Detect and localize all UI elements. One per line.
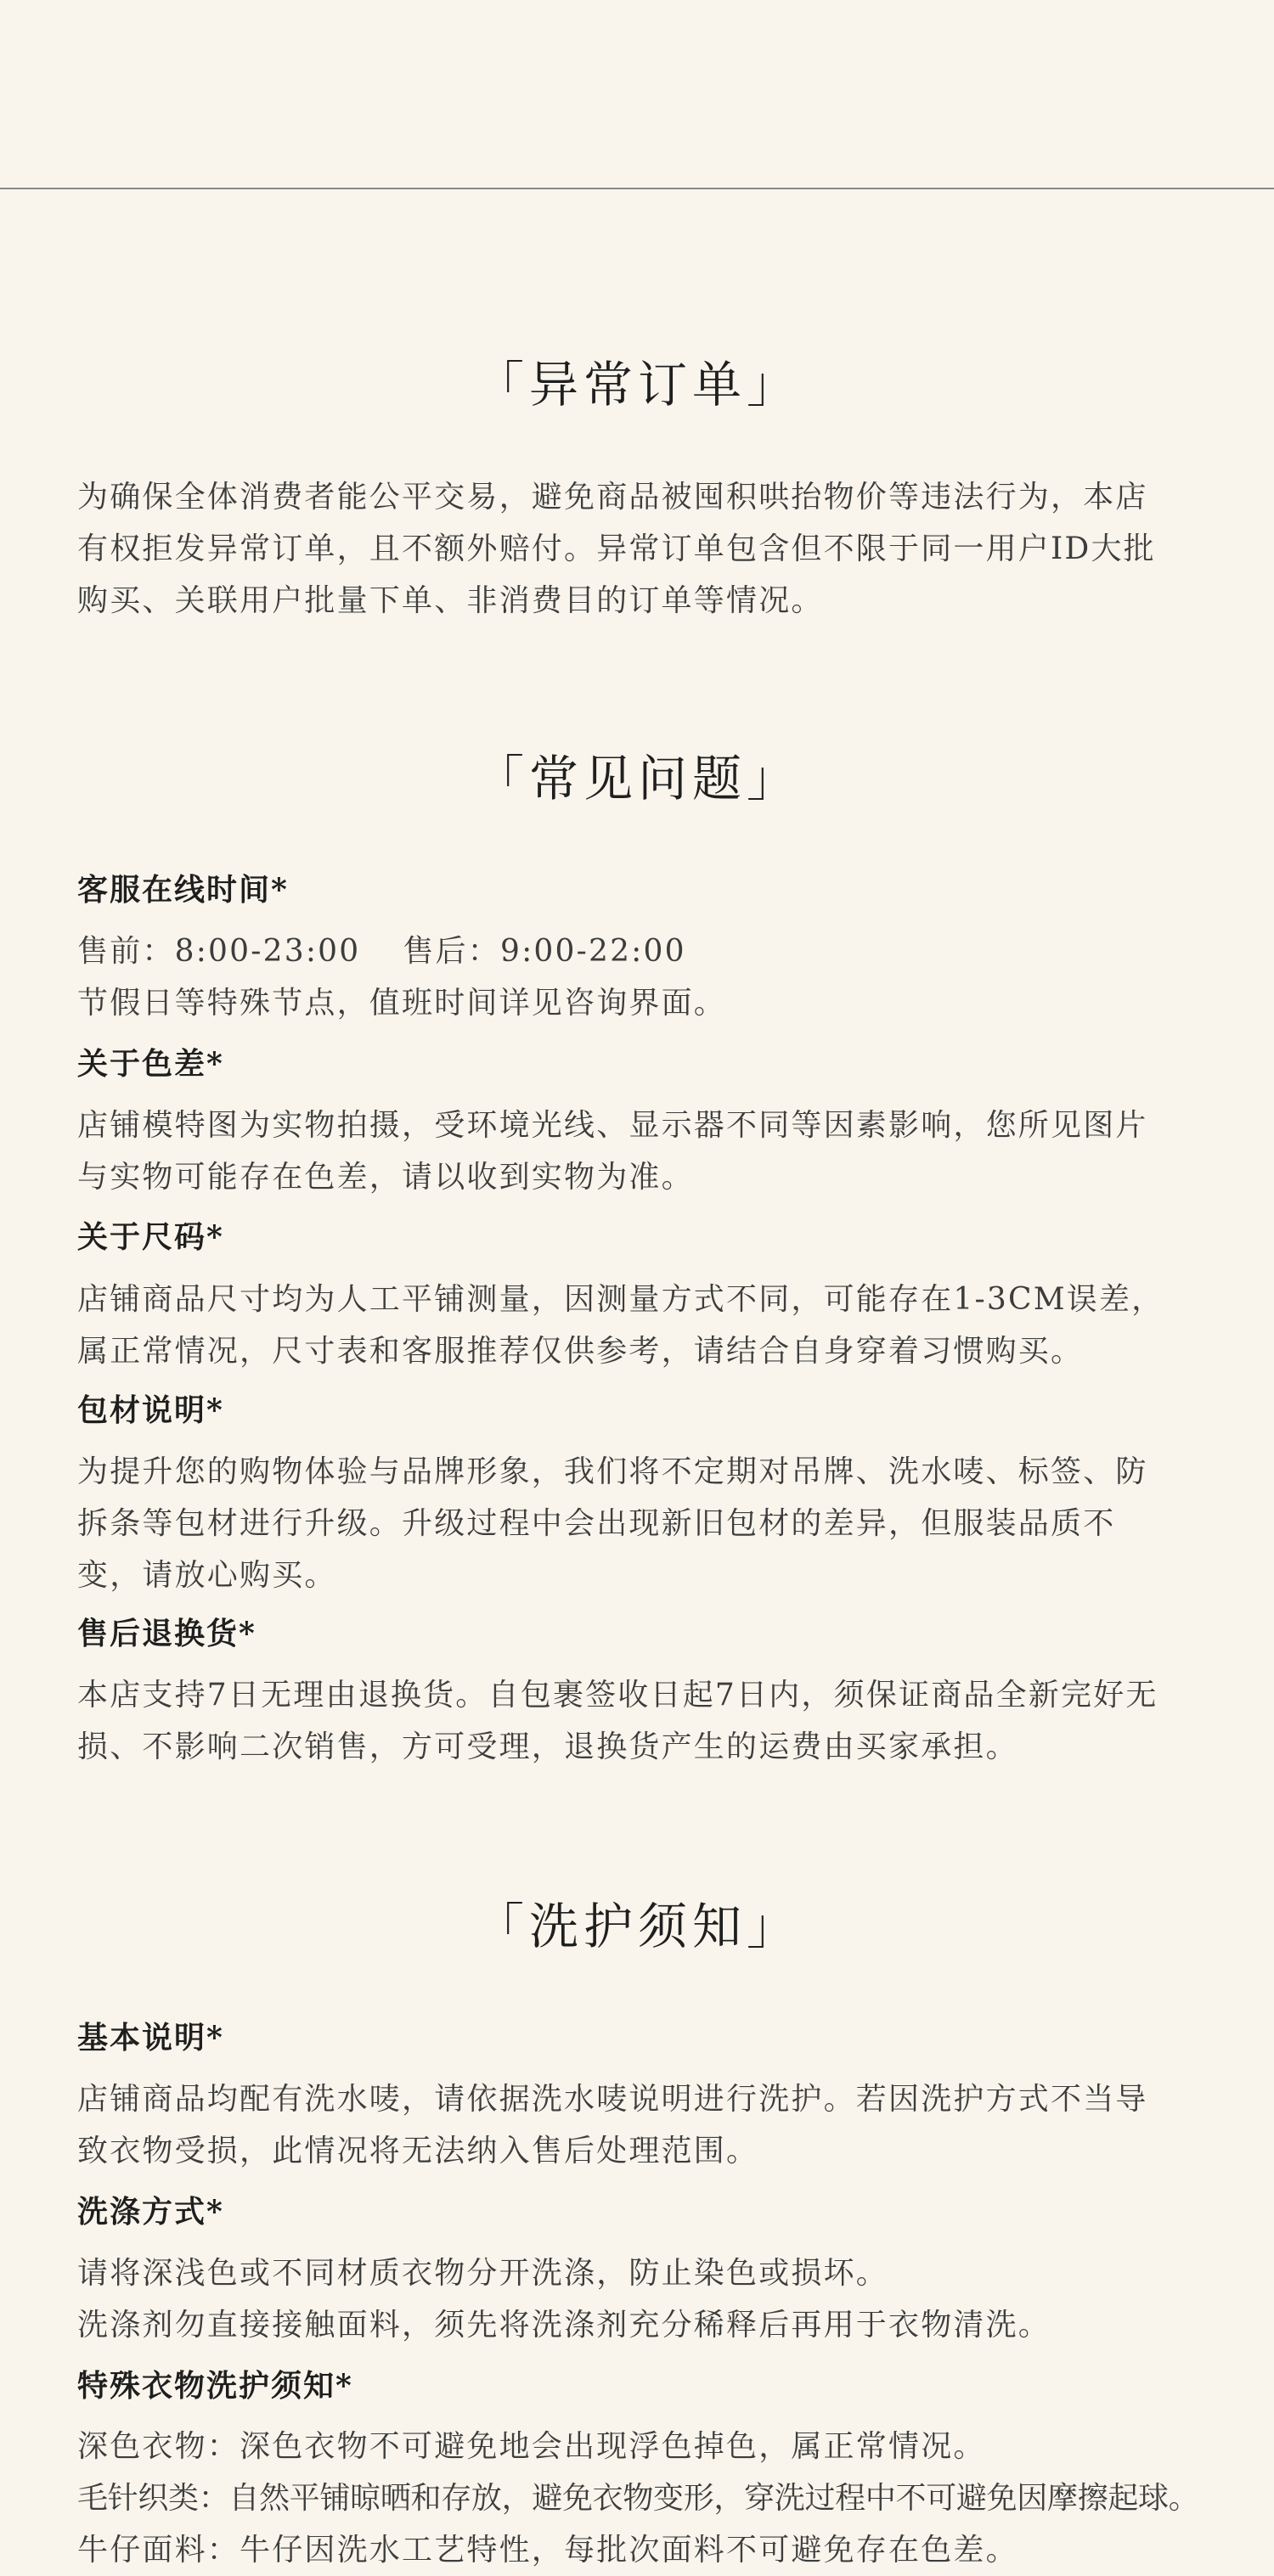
paragraph-line: 为提升您的购物体验与品牌形象，我们将不定期对吊牌、洗水唛、标签、防 xyxy=(77,1454,1148,1489)
heading-color-difference: 关于色差* xyxy=(77,1046,224,1082)
paragraph-line: 致衣物受损，此情况将无法纳入售后处理范围。 xyxy=(77,2134,759,2168)
section-title-care: 「洗护须知」 xyxy=(474,1898,801,1955)
paragraph-line: 变，请放心购买。 xyxy=(77,1558,337,1593)
paragraph-line: 与实物可能存在色差，请以收到实物为准。 xyxy=(77,1160,694,1195)
heading-special-garments: 特殊衣物洗护须知* xyxy=(77,2368,353,2404)
returns-paragraph xyxy=(77,1669,1198,1773)
heading-packaging: 包材说明* xyxy=(77,1392,224,1428)
basic-instructions-paragraph xyxy=(77,2073,1198,2177)
heading-service-hours: 客服在线时间* xyxy=(77,872,289,908)
paragraph-line: 店铺商品尺寸均为人工平铺测量，因测量方式不同，可能存在1-3CM误差， xyxy=(77,1282,1164,1317)
heading-size: 关于尺码* xyxy=(77,1219,224,1255)
section-title-faq: 「常见问题」 xyxy=(474,750,801,807)
paragraph-line: 洗涤剂勿直接接触面料，须先将洗涤剂充分稀释后再用于衣物清洗。 xyxy=(77,2308,1051,2343)
service-hours-line xyxy=(77,925,1198,977)
abnormal-orders-paragraph xyxy=(77,471,1198,627)
paragraph-line: 请将深浅色或不同材质衣物分开洗涤，防止染色或损坏。 xyxy=(77,2256,889,2291)
color-difference-paragraph xyxy=(77,1100,1198,1203)
holiday-note: 节假日等特殊节点，值班时间详见咨询界面。 xyxy=(77,986,727,1021)
paragraph-line: 本店支持7日无理由退换货。自包裹签收日起7日内，须保证商品全新完好无 xyxy=(77,1678,1158,1713)
paragraph-line: 毛针织类：自然平铺晾晒和存放，避免衣物变形，穿洗过程中不可避免因摩擦起球。 xyxy=(77,2481,1199,2516)
paragraph-line: 属正常情况，尺寸表和客服推荐仅供参考，请结合自身穿着习惯购买。 xyxy=(77,1334,1084,1369)
paragraph-line: 牛仔面料：牛仔因洗水工艺特性，每批次面料不可避免存在色差。 xyxy=(77,2533,1018,2568)
top-blank-area xyxy=(0,0,1274,188)
paragraph-line: 店铺模特图为实物拍摄，受环境光线、显示器不同等因素影响，您所见图片 xyxy=(77,1108,1148,1143)
washing-method-paragraph xyxy=(77,2247,1198,2351)
paragraph-line: 店铺商品均配有洗水唛，请依据洗水唛说明进行洗护。若因洗护方式不当导 xyxy=(77,2082,1148,2117)
heading-returns: 售后退换货* xyxy=(77,1616,256,1651)
size-paragraph xyxy=(77,1274,1198,1377)
paragraph-line: 深色衣物：深色衣物不可避免地会出现浮色掉色，属正常情况。 xyxy=(77,2429,986,2464)
heading-basic-instructions: 基本说明* xyxy=(77,2020,224,2056)
packaging-paragraph xyxy=(77,1446,1198,1601)
paragraph-line: 损、不影响二次销售，方可受理，退换货产生的运费由买家承担。 xyxy=(77,1730,1018,1764)
service-hours-paragraph xyxy=(77,925,1198,1029)
paragraph-line: 有权拒发异常订单，且不额外赔付。异常订单包含但不限于同一用户ID大批 xyxy=(77,532,1156,566)
paragraph-line: 拆条等包材进行升级。升级过程中会出现新旧包材的差异，但服装品质不 xyxy=(77,1506,1116,1541)
aftersale-hours: 售后：9:00-22:00 xyxy=(403,934,686,969)
heading-washing-method: 洗涤方式* xyxy=(77,2194,224,2230)
paragraph-line: 购买、关联用户批量下单、非消费目的订单等情况。 xyxy=(77,583,824,618)
special-garments-paragraph xyxy=(77,2421,1198,2576)
section-title-abnormal-orders: 「异常订单」 xyxy=(474,356,801,413)
presale-hours: 售前：8:00-23:00 xyxy=(77,934,361,969)
paragraph-line: 为确保全体消费者能公平交易，避免商品被囤积哄抬物价等违法行为，本店 xyxy=(77,480,1148,515)
top-divider xyxy=(0,188,1274,189)
